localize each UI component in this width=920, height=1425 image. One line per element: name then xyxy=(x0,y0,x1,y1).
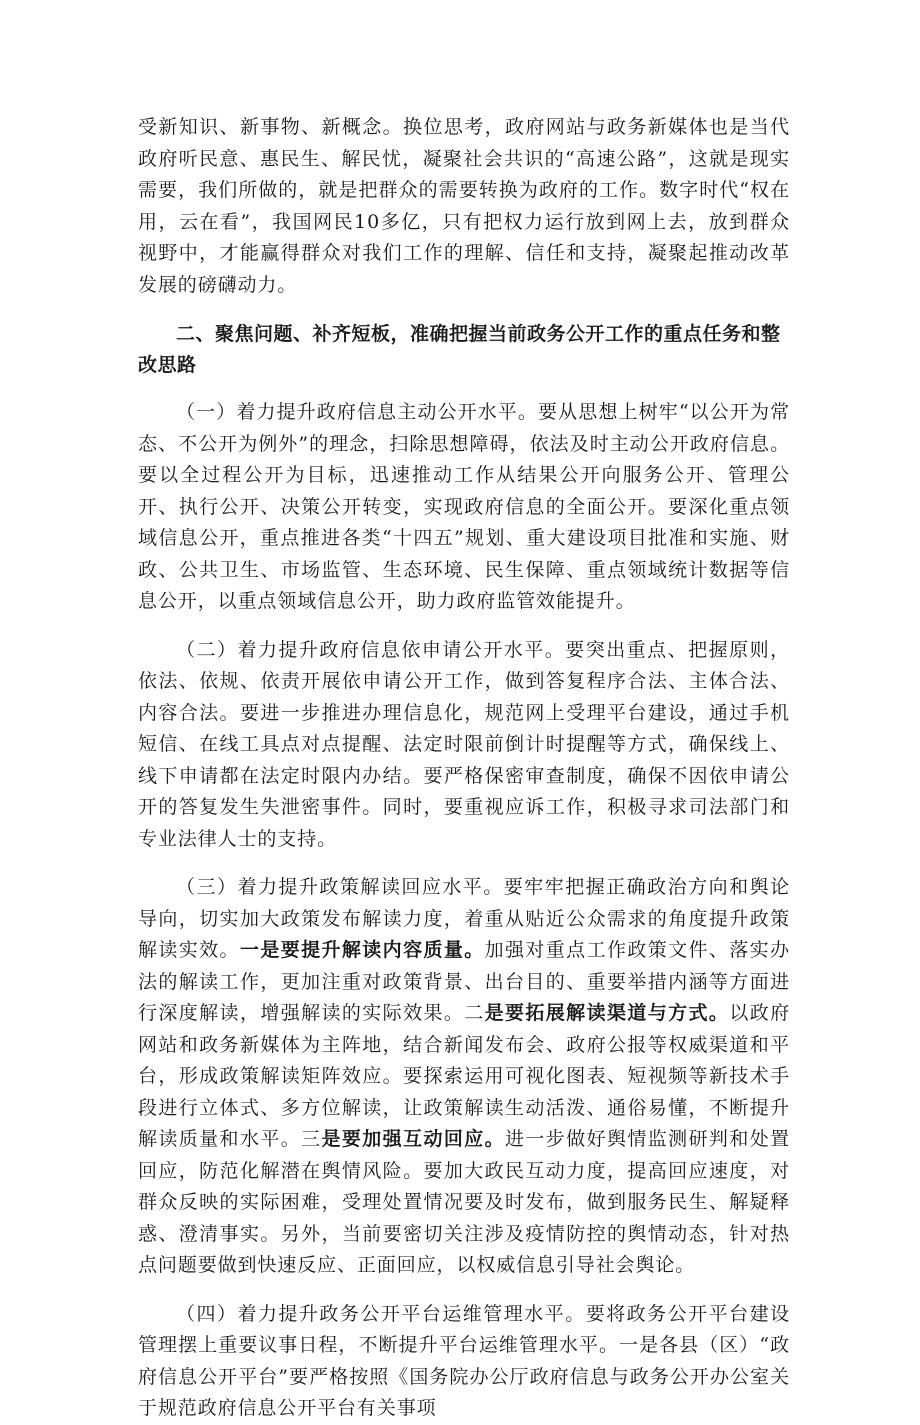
document-body xyxy=(138,112,790,1425)
item-3-text-3: 以政府网站和政务新媒体为主阵地，结合新闻发布会、政府公报等权威渠道和平台，形成政策解读矩阵效应。要探索运用可视化图表、短视频等新技术手段进行立体式、多方位解读，让政策解读生动活泼、通俗易懂，不断提升解读质量和水平。三 xyxy=(138,1002,790,1150)
item-3-bold-3: 是要加强互动回应。 xyxy=(321,1128,506,1150)
item-3-text-4: 进一步做好舆情监测研判和处置回应，防范化解潜在舆情风险。要加大政民互动力度，提高回应速度，对群众反映的实际困难，受理处置情况要及时发布，做到服务民生、解疑释惑、澄清事实。另外，当前要密切关注涉及疫情防控的舆情动态，针对热点问题要做到快速反应、正面回应，以权威信息引导社会舆论。 xyxy=(138,1128,790,1276)
item-3-bold-2: 是要拓展解读渠道与方式。 xyxy=(484,1002,730,1024)
item-3-text-2: 加强对重点工作政策文件、落实办法的解读工作，更加注重对政策背景、出台目的、重要举措内涵等方面进行深度解读，增强解读的实际效果。二 xyxy=(138,939,790,1024)
item-3-paragraph xyxy=(138,872,790,1282)
item-3-text-1: （三）着力提升政策解读回应水平。要牢牢把握正确政治方向和舆论导向，切实加大政策发布解读力度，着重从贴近公众需求的角度提升政策解读实效。 xyxy=(138,876,790,961)
item-1-paragraph: （一）着力提升政府信息主动公开水平。要从思想上树牢“以公开为常态、不公开为例外”的理念，扫除思想障碍，依法及时主动公开政府信息。要以全过程公开为目标，迅速推动工作从结果公开向服务公开、管理公开、执行公开、决策公开转变，实现政府信息的全面公开。要深化重点领域信息公开，重点推进各类“十四五”规划、重大建设项目批准和实施、财政、公共卫生、市场监管、生态环境、民生保障、重点领域统计数据等信息公开，以重点领域信息公开，助力政府监管效能提升。 xyxy=(138,401,790,612)
item-3-bold-1: 一是要提升解读内容质量。 xyxy=(239,939,485,961)
item-4-paragraph: （四）着力提升政务公开平台运维管理水平。要将政务公开平台建设管理摆上重要议事日程，不断提升平台运维管理水平。一是各县（区）“政府信息公开平台”要严格按照《国务院办公厅政府信息与政务公开办公室关于规范政府信息公开平台有关事项 xyxy=(138,1302,790,1419)
section-heading: 二、聚焦问题、补齐短板，准确把握当前政务公开工作的重点任务和整改思路 xyxy=(138,323,781,376)
item-2-paragraph: （二）着力提升政府信息依申请公开水平。要突出重点、把握原则，依法、依规、依责开展依申请公开工作，做到答复程序合法、主体合法、内容合法。要进一步推进办理信息化，规范网上受理平台建设，通过手机短信、在线工具点对点提醒、法定时限前倒计时提醒等方式，确保线上、线下申请都在法定时限内办结。要严格保密审查制度，确保不因依申请公开的答复发生失泄密事件。同时，要重视应诉工作，积极寻求司法部门和专业法律人士的支持。 xyxy=(138,638,790,850)
intro-paragraph: 受新知识、新事物、新概念。换位思考，政府网站与政务新媒体也是当代政府听民意、惠民生、解民忧，凝聚社会共识的“高速公路”，这就是现实需要，我们所做的，就是把群众的需要转换为政府的工作。数字时代“权在用，云在看”，我国网民10多亿，只有把权力运行放到网上去，放到群众视野中，才能赢得群众对我们工作的理解、信任和支持，凝聚起推动改革发展的磅礴动力。 xyxy=(138,116,790,296)
